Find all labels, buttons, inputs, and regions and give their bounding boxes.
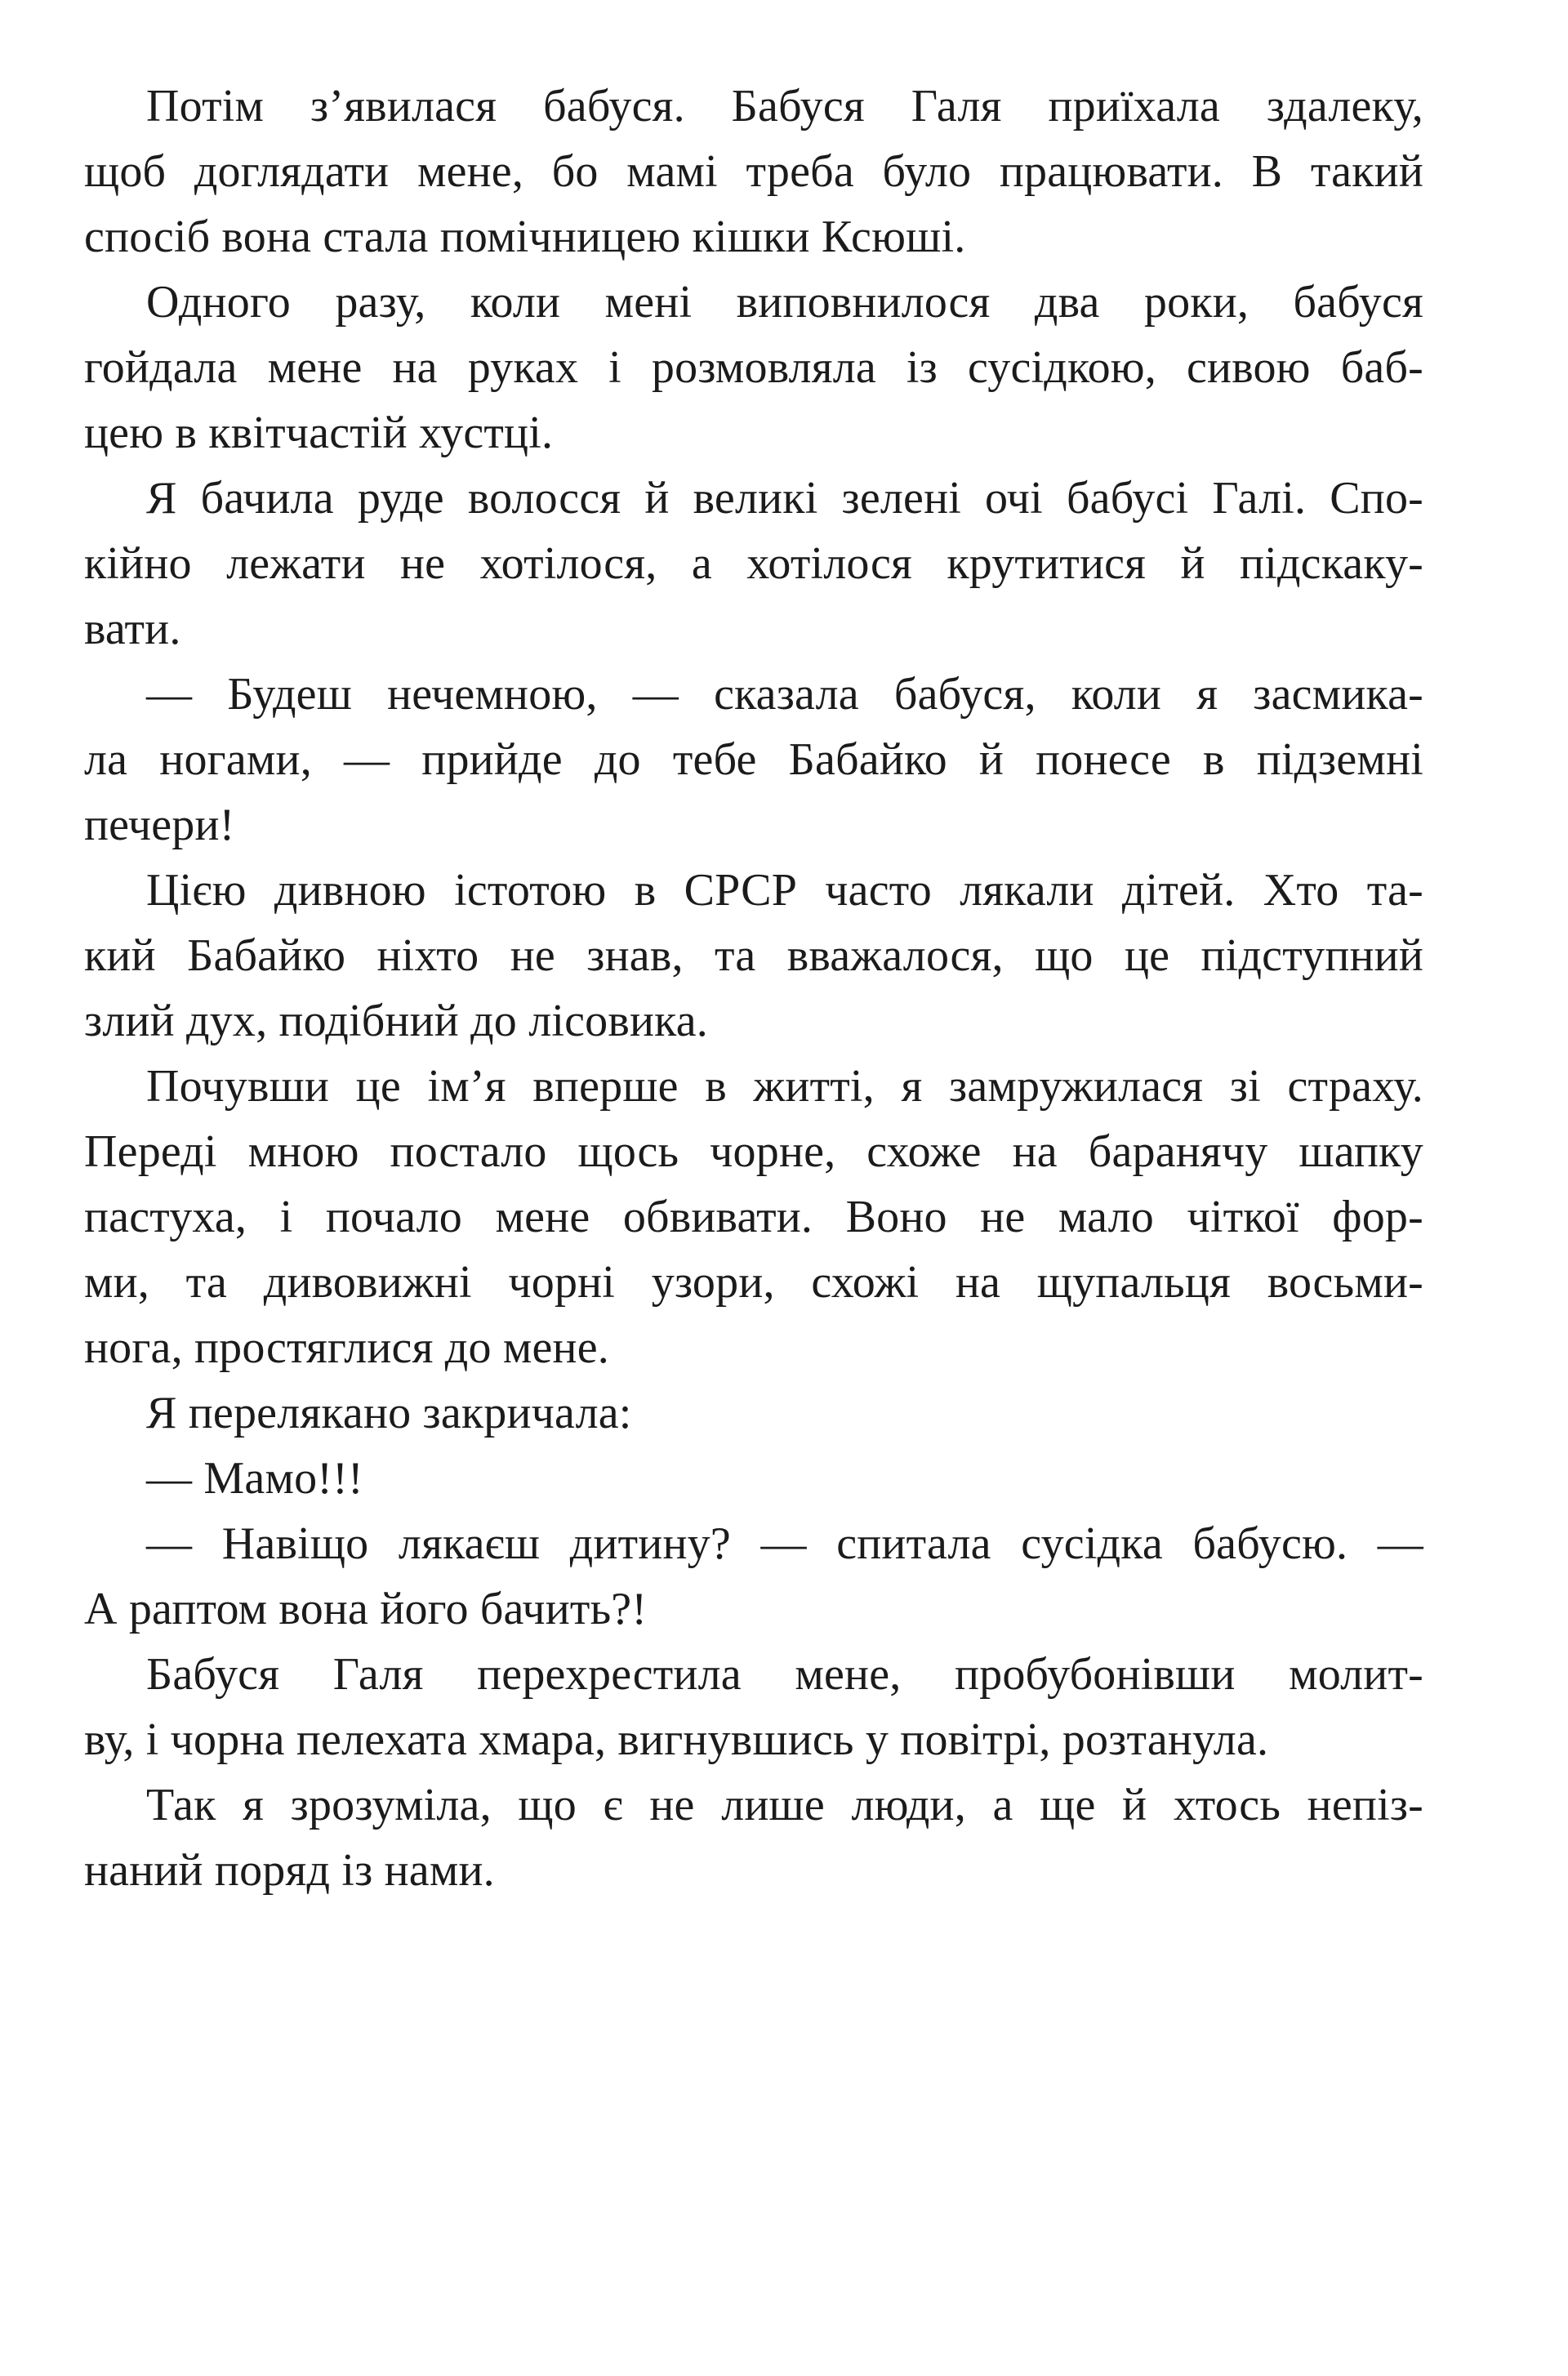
text-line: гойдала мене на руках і розмовляла із сусідкою, сивою баб- bbox=[84, 342, 1423, 393]
text-line: злий дух, подібний до лісовика. bbox=[84, 996, 708, 1046]
page-text bbox=[84, 74, 1423, 1903]
text-line: кий Бабайко ніхто не знав, та вважалося, що це підступний bbox=[84, 930, 1423, 981]
text-line: — Навіщо лякаєш дитину? — спитала сусідка бабусю. — bbox=[146, 1518, 1423, 1569]
text-line: — Мамо!!! bbox=[146, 1453, 363, 1504]
text-line: кійно лежати не хотілося, а хотілося крутитися й підскаку- bbox=[84, 538, 1423, 589]
text-line: ву, і чорна пелехата хмара, вигнувшись у повітрі, розтанула. bbox=[84, 1714, 1269, 1765]
text-line: Переді мною постало щось чорне, схоже на баранячу шапку bbox=[84, 1126, 1423, 1177]
text-line: пастуха, і почало мене обвивати. Воно не мало чіткої фор- bbox=[84, 1192, 1423, 1242]
paragraph bbox=[84, 1772, 1423, 1903]
text-line: А раптом вона його бачить?! bbox=[84, 1584, 648, 1634]
text-line: Бабуся Галя перехрестила мене, пробубонівши молит- bbox=[146, 1649, 1423, 1700]
text-line: Я перелякано закричала: bbox=[146, 1388, 632, 1438]
paragraph bbox=[84, 1446, 1423, 1511]
text-line: Почувши це ім’я вперше в житті, я замружилася зі страху. bbox=[146, 1061, 1423, 1112]
text-line: Я бачила руде волосся й великі зелені очі бабусі Галі. Спо- bbox=[146, 473, 1423, 524]
paragraph bbox=[84, 858, 1423, 1054]
paragraph bbox=[84, 466, 1423, 662]
text-line: цею в квітчастій хустці. bbox=[84, 408, 554, 458]
paragraph bbox=[84, 270, 1423, 466]
text-line: спосіб вона стала помічницею кішки Ксюші. bbox=[84, 212, 966, 262]
text-line: Потім з’явилася бабуся. Бабуся Галя приїхала здалеку, bbox=[146, 81, 1423, 132]
text-line: печери! bbox=[84, 800, 235, 850]
paragraph bbox=[84, 1380, 1423, 1446]
text-line: — Будеш нечемною, — сказала бабуся, коли я засмика- bbox=[146, 669, 1423, 720]
paragraph bbox=[84, 1054, 1423, 1380]
text-line: нога, простяглися до мене. bbox=[84, 1322, 609, 1373]
text-line: Цією дивною істотою в СРСР часто лякали дітей. Хто та- bbox=[146, 865, 1423, 916]
text-line: ла ногами, — прийде до тебе Бабайко й понесе в підземні bbox=[84, 734, 1423, 785]
paragraph bbox=[84, 1642, 1423, 1772]
paragraph bbox=[84, 74, 1423, 270]
text-line: вати. bbox=[84, 604, 181, 654]
text-line: Одного разу, коли мені виповнилося два роки, бабуся bbox=[146, 277, 1423, 328]
text-line: наний поряд із нами. bbox=[84, 1845, 495, 1896]
text-line: ми, та дивовижні чорні узори, схожі на щупальця восьми- bbox=[84, 1257, 1423, 1308]
paragraph bbox=[84, 1511, 1423, 1642]
paragraph bbox=[84, 662, 1423, 858]
text-line: щоб доглядати мене, бо мамі треба було працювати. В такий bbox=[84, 146, 1423, 197]
text-line: Так я зрозуміла, що є не лише люди, а ще й хтось непіз- bbox=[146, 1780, 1423, 1830]
